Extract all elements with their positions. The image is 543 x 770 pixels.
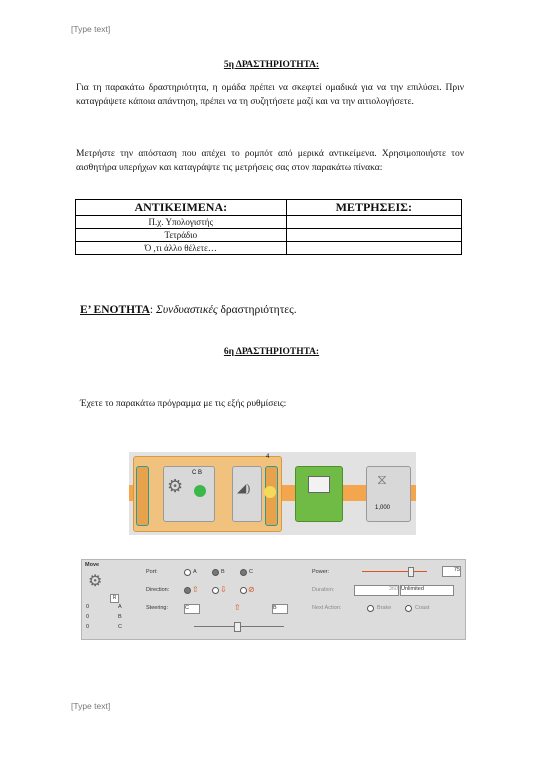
panel-title: Move [85,562,100,568]
activity5-title-text: 5η ΔΡΑΣΤΗΡΙΟΤΗΤΑ: [223,60,320,70]
nxt-program-image [129,452,416,535]
steering-left-select[interactable]: C [184,604,200,614]
table-row [76,216,462,229]
direction-stop-radio[interactable] [240,587,247,594]
power-slider-thumb[interactable] [408,567,414,577]
rotation-label: R [110,594,119,603]
arrow-down-icon: ⇩ [220,585,227,594]
page-header: [Type text] [71,24,111,34]
table-cell-object: Τετράδιο [76,229,287,242]
activity6-text: Έχετε το παρακάτω πρόγραμμα με τις εξής ρυθμίσεις: [80,399,287,409]
port-a-checkbox[interactable] [184,569,191,576]
table-cell-object: Ό ,τι άλλο θέλετε… [76,242,287,255]
table-cell-measurement [286,229,461,242]
side-value-b: 0 [86,614,90,620]
gear-icon: ⚙ [167,476,184,496]
loop-left-edge [136,466,149,526]
port-label: Port: [146,569,158,575]
section-e-title: Ε’ ΕΝΟΤΗΤΑ [80,304,150,316]
move-block [163,466,215,522]
section-e-subtitle-emphasis: Συνδυαστικές [156,304,218,316]
table-cell-object: Π.χ. Υπολογιστής [76,216,287,229]
duration-value-field[interactable]: 360 [354,585,399,596]
power-value-field[interactable]: 75 [442,566,461,577]
coast-label: Coast [415,605,430,611]
brake-radio[interactable] [367,605,374,612]
power-slider[interactable] [362,571,427,572]
display-block [295,466,343,522]
next-action-label: Next Action: [312,605,342,611]
arrow-up-icon: ⇧ [234,603,241,612]
activity5-title [0,60,543,70]
power-label: Power: [312,569,330,575]
move-settings-panel [81,559,466,640]
activity5-intro: Για τη παρακάτω δραστηριότητα, η ομάδα πρέπει να σκεφτεί ομαδικά για να την επιλύσει. Πριν καταγράψετε κάποια απάντηση, πρέπει να τη συζητήσετε μαζί και να την αιτιολογήσετε. [76,83,464,107]
table-row [76,229,462,242]
duration-unit-select[interactable]: Unlimited [400,585,454,596]
move-output-indicator [194,485,206,497]
table-header-measurements: ΜΕΤΡΗΣΕΙΣ: [286,200,461,216]
table-cell-measurement [286,216,461,229]
duration-label: Duration: [312,587,335,593]
wait-value: 1,000 [375,505,391,511]
display-screen-icon [308,476,330,493]
measurements-table [75,199,462,255]
table-header-row [76,200,462,216]
brake-label: Brake [377,605,392,611]
side-port-b: B [118,614,122,620]
activity5-task: Μετρήστε την απόσταση που απέχει το ρομπότ από μερικά αντικείμενα. Χρησιμοποιήστε τον αισθητήρα υπερήχων και καταγράψτε τις μετρήσεις σας στον παρακάτω πίνακα: [76,149,464,173]
direction-backward-radio[interactable] [212,587,219,594]
coast-radio[interactable] [405,605,412,612]
steering-slider-thumb[interactable] [234,622,241,632]
hourglass-icon: ⧖ [377,473,387,488]
port-c-checkbox[interactable] [240,569,247,576]
table-row [76,242,462,255]
direction-forward-radio[interactable] [184,587,191,594]
sound-wave-icon: ◢) [237,481,251,495]
port-b-checkbox[interactable] [212,569,219,576]
page-footer: [Type text] [71,701,111,711]
gear-icon: ⚙ [88,573,103,590]
activity6-title: 6η ΔΡΑΣΤΗΡΙΟΤΗΤΑ: [223,347,320,357]
steering-right-select[interactable]: B [272,604,288,614]
arrow-up-icon: ⇧ [192,585,199,594]
side-value-a: 0 [86,604,90,610]
loop-sensor-indicator [264,486,276,498]
ultrasonic-block [232,466,262,522]
port-a-label: A [193,569,197,575]
side-port-c: C [118,624,122,630]
wait-block [366,466,411,522]
side-value-c: 0 [86,624,90,630]
loop-port: 4 [266,454,270,460]
port-b-label: B [221,569,225,575]
side-port-a: A [118,604,122,610]
port-c-label: C [249,569,253,575]
table-cell-measurement [286,242,461,255]
steering-label: Steering: [146,605,169,611]
direction-label: Direction: [146,587,170,593]
section-e-heading: Ε’ ΕΝΟΤΗΤΑ: Συνδυαστικές δραστηριότητες. [80,304,297,316]
move-block-ports: C B [192,470,203,476]
table-header-objects: ΑΝΤΙΚΕΙΜΕΝΑ: [76,200,287,216]
section-e-subtitle-rest: δραστηριότητες. [217,304,297,316]
stop-icon: ⊘ [248,585,255,594]
